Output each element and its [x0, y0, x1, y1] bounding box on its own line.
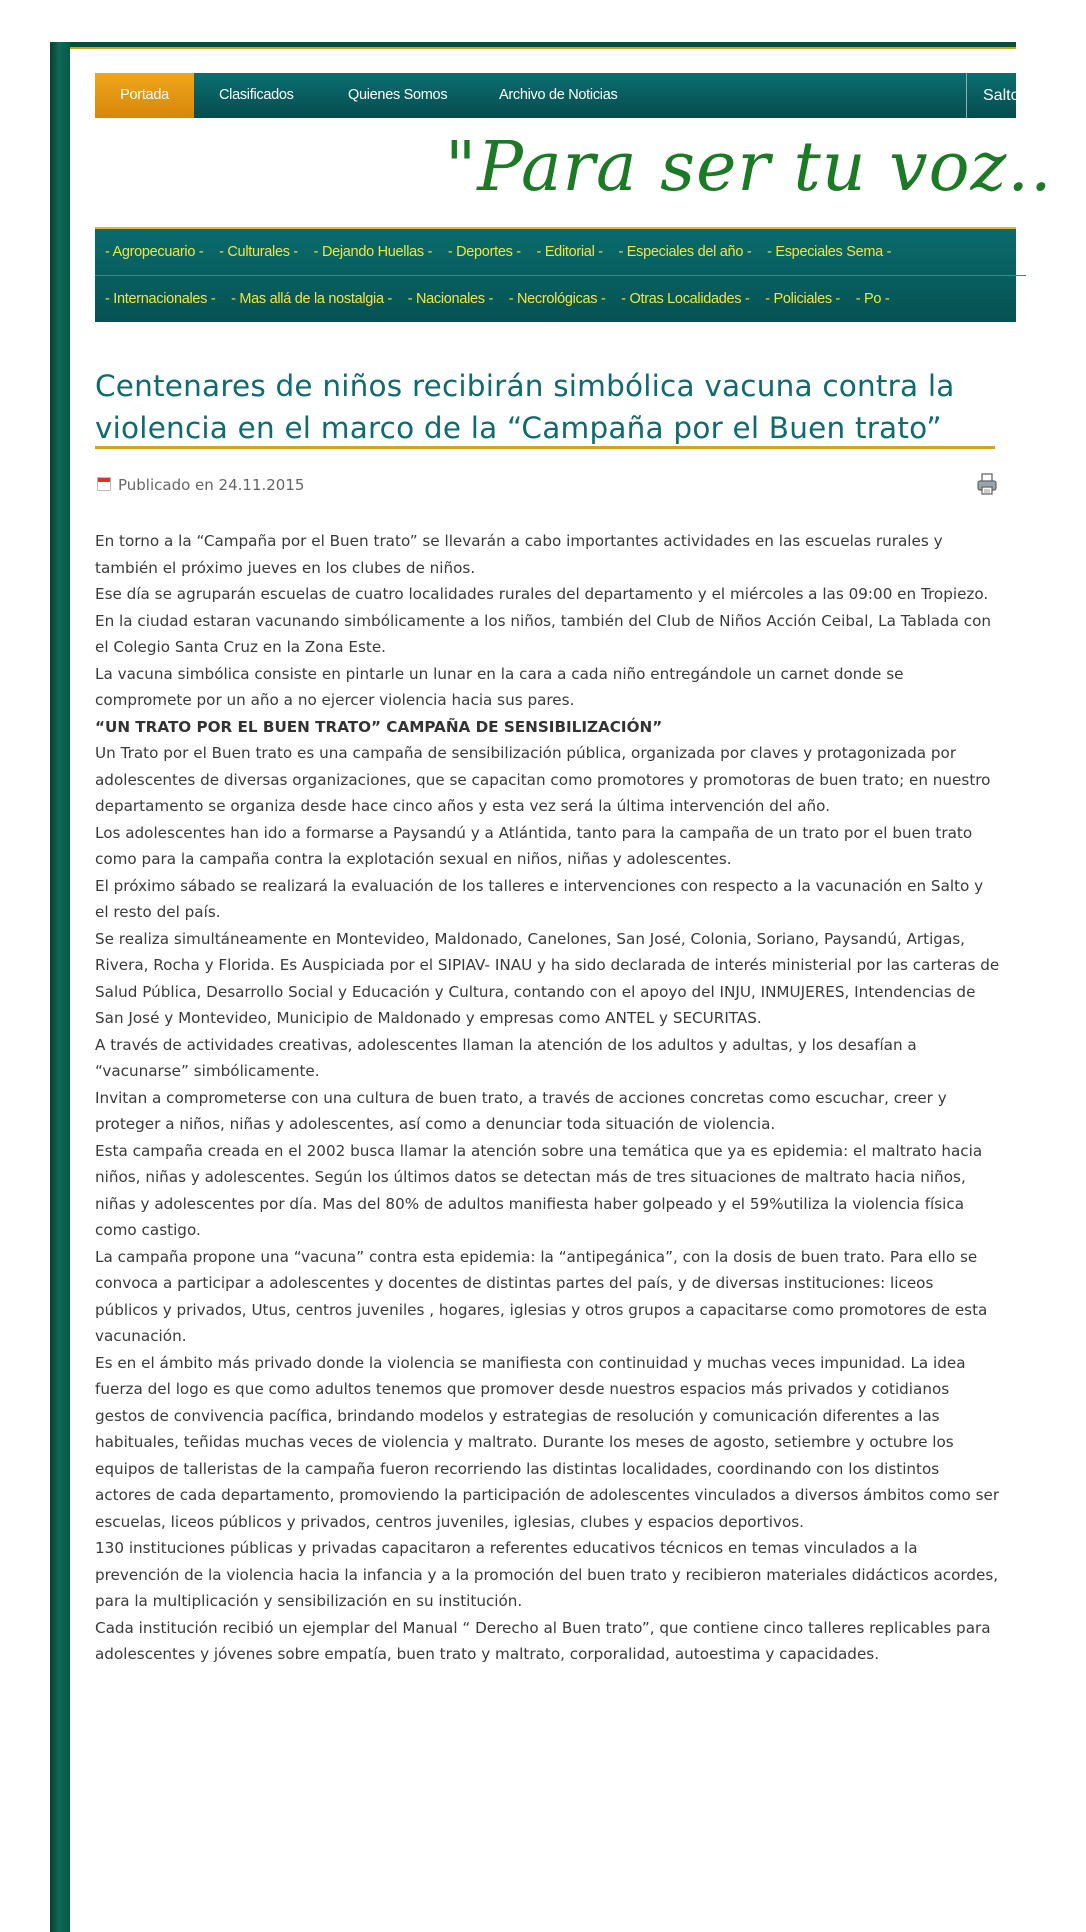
article-paragraph: Los adolescentes han ido a formarse a Paysandú y a Atlántida, tanto para la campaña de un trato por el buen trato como para la campaña contra la explotación sexual en niños, niñas y adolescentes. — [95, 823, 973, 868]
menu-item-portada[interactable]: Portada — [95, 73, 194, 118]
category-culturales[interactable]: - Culturales - — [219, 244, 298, 260]
article-paragraph: Se realiza simultáneamente en Montevideo, Maldonado, Canelones, San José, Colonia, Soriano, Paysandú, Artigas, Rivera, Rocha y Florida. Es Auspiciada por el SIPIAV- INAU y ha sido declarada de interés ministerial por las carteras de Salud Pública, Desarrollo Social y Educación y Cultura, contando con el apoyo del INJU, INMUJERES, Intendencias de San José y Montevideo, Municipio de Maldonado y empresas como ANTEL y SECURITAS. — [95, 929, 1000, 1027]
calendar-icon — [97, 477, 111, 491]
article-paragraph: Invitan a comprometerse con una cultura de buen trato, a través de acciones concretas como escuchar, creer y proteger a niños, niñas y adolescentes, así como a denunciar toda situación de violencia. — [95, 1088, 947, 1133]
category-row-1 — [105, 229, 903, 275]
article-meta — [97, 473, 304, 497]
article-paragraph: El próximo sábado se realizará la evaluación de los talleres e intervenciones con respecto a la vacunación en Salto y el resto del país. — [95, 876, 984, 921]
header-gold-line — [70, 47, 1016, 49]
category-row-2 — [95, 275, 1026, 322]
print-icon[interactable] — [975, 472, 999, 496]
article-paragraph: La campaña propone una “vacuna” contra esta epidemia: la “antipegánica”, con la dosis de buen trato. Para ello se convoca a participar a adolescentes y docentes de distintas partes del país, y de diversas instituciones: liceos públicos y privados, Utus, centros juveniles , hogares, iglesias y otros grupos a capacitarse como promotores de esta vacunación. — [95, 1247, 988, 1345]
article-paragraph: La vacuna simbólica consiste en pintarle un lunar en la cara a cada niño entregándole un carnet donde se compromete por un año a no ejercer violencia hacia sus pares. — [95, 664, 904, 709]
category-deportes[interactable]: - Deportes - — [448, 244, 521, 260]
article-paragraph: Esta campaña creada en el 2002 busca llamar la atención sobre una temática que ya es epidemia: el maltrato hacia niños, niñas y adolescentes. Según los últimos datos se detectan más de tres situaciones de maltrato hacia niños, niñas y adolescentes por día. Mas del 80% de adultos manifiesta haber golpeado y el 59%utiliza la violencia física como castigo. — [95, 1141, 983, 1239]
article-title[interactable]: Centenares de niños recibirán simbólica vacuna contra la violencia en el marco de la “Campaña por el Buen trato” — [95, 369, 955, 445]
category-nacionales[interactable]: - Nacionales - — [408, 291, 493, 307]
category-policiales[interactable]: - Policiales - — [765, 291, 840, 307]
article-paragraph: Es en el ámbito más privado donde la violencia se manifiesta con continuidad y muchas veces impunidad. La idea fuerza del logo es que como adultos tenemos que promover desde nuestros espacios más privados y cotidianos gestos de convivencia pacífica, brindando modelos y estrategias de resolución y comunicación diferentes a las habituales, teñidas muchas veces de violencia y maltrato. Durante los meses de agosto, setiembre y octubre los equipos de talleristas de la campaña fueron recorriendo las distintas localidades, coordinando con los distintos actores de cada departamento, promoviendo la participación de adolescentes vinculados a diversos ámbitos como ser escuelas, liceos públicos y privados, centros juveniles, iglesias, clubes y espacios deportivos. — [95, 1353, 1000, 1531]
category-agropecuario[interactable]: - Agropecuario - — [105, 244, 203, 260]
menu-item-archivo-noticias[interactable]: Archivo de Noticias — [499, 87, 618, 103]
category-especiales-del-ano[interactable]: - Especiales del año - — [619, 244, 752, 260]
article-paragraph: En torno a la “Campaña por el Buen trato” se llevarán a cabo importantes actividades en las escuelas rurales y también el próximo jueves en los clubes de niños. — [95, 532, 943, 577]
header-date: Salto, 24 de N — [983, 87, 1085, 104]
category-po[interactable]: - Po - — [856, 291, 890, 307]
left-border-stripe — [50, 42, 70, 1932]
category-internacionales[interactable]: - Internacionales - — [105, 291, 215, 307]
site-logo[interactable]: "Para ser tu voz.. — [445, 128, 1053, 207]
category-editorial[interactable]: - Editorial - — [537, 244, 603, 260]
category-mas-alla-nostalgia[interactable]: - Mas allá de la nostalgia - — [231, 291, 392, 307]
menu-item-clasificados[interactable]: Clasificados — [219, 87, 294, 103]
article-paragraph: En la ciudad estaran vacunando simbólicamente a los niños, también del Club de Niños Acción Ceibal, La Tablada con el Colegio Santa Cruz en la Zona Este. — [95, 611, 992, 656]
article-body — [95, 528, 1000, 1668]
menu-separator — [966, 73, 967, 118]
article-paragraph: 130 instituciones públicas y privadas capacitaron a referentes educativos técnicos en temas vinculados a la prevención de la violencia hacia la infancia y a la promoción del buen trato y recibieron materiales didácticos acordes, para la multiplicación y sensibilización en su institución. — [95, 1539, 999, 1610]
article-paragraph: Ese día se agruparán escuelas de cuatro localidades rurales del departamento y el miércoles a las 09:00 en Tropiezo. — [95, 585, 989, 603]
category-dejando-huellas[interactable]: - Dejando Huellas - — [314, 244, 432, 260]
menu-item-quienes-somos[interactable]: Quienes Somos — [348, 87, 448, 103]
category-nav — [95, 227, 1016, 322]
article-paragraph: Cada institución recibió un ejemplar del Manual “ Derecho al Buen trato”, que contiene cinco talleres replicables para adolescentes y jóvenes sobre empatía, buen trato y maltrato, corporalidad, autoestima y capacidades. — [95, 1618, 991, 1663]
top-menu — [95, 73, 1085, 118]
published-date: Publicado en 24.11.2015 — [118, 476, 305, 494]
article-paragraph: A través de actividades creativas, adolescentes llaman la atención de los adultos y adultas, y los desafían a “vacunarse” simbólicamente. — [95, 1035, 917, 1080]
article-subheading: “UN TRATO POR EL BUEN TRATO” CAMPAÑA DE SENSIBILIZACIÓN” — [95, 717, 663, 736]
category-especiales-semana[interactable]: - Especiales Sema - — [767, 244, 891, 260]
category-necrologicas[interactable]: - Necrológicas - — [509, 291, 606, 307]
category-otras-localidades[interactable]: - Otras Localidades - — [621, 291, 749, 307]
article-paragraph: Un Trato por el Buen trato es una campaña de sensibilización pública, organizada por claves y protagonizada por adolescentes de diversas organizaciones, que se capacitan como promotores y promotoras de buen trato; en nuestro departamento se organiza desde hace cinco años y esta vez será la última intervención del año. — [95, 744, 991, 815]
title-underline — [95, 446, 995, 449]
